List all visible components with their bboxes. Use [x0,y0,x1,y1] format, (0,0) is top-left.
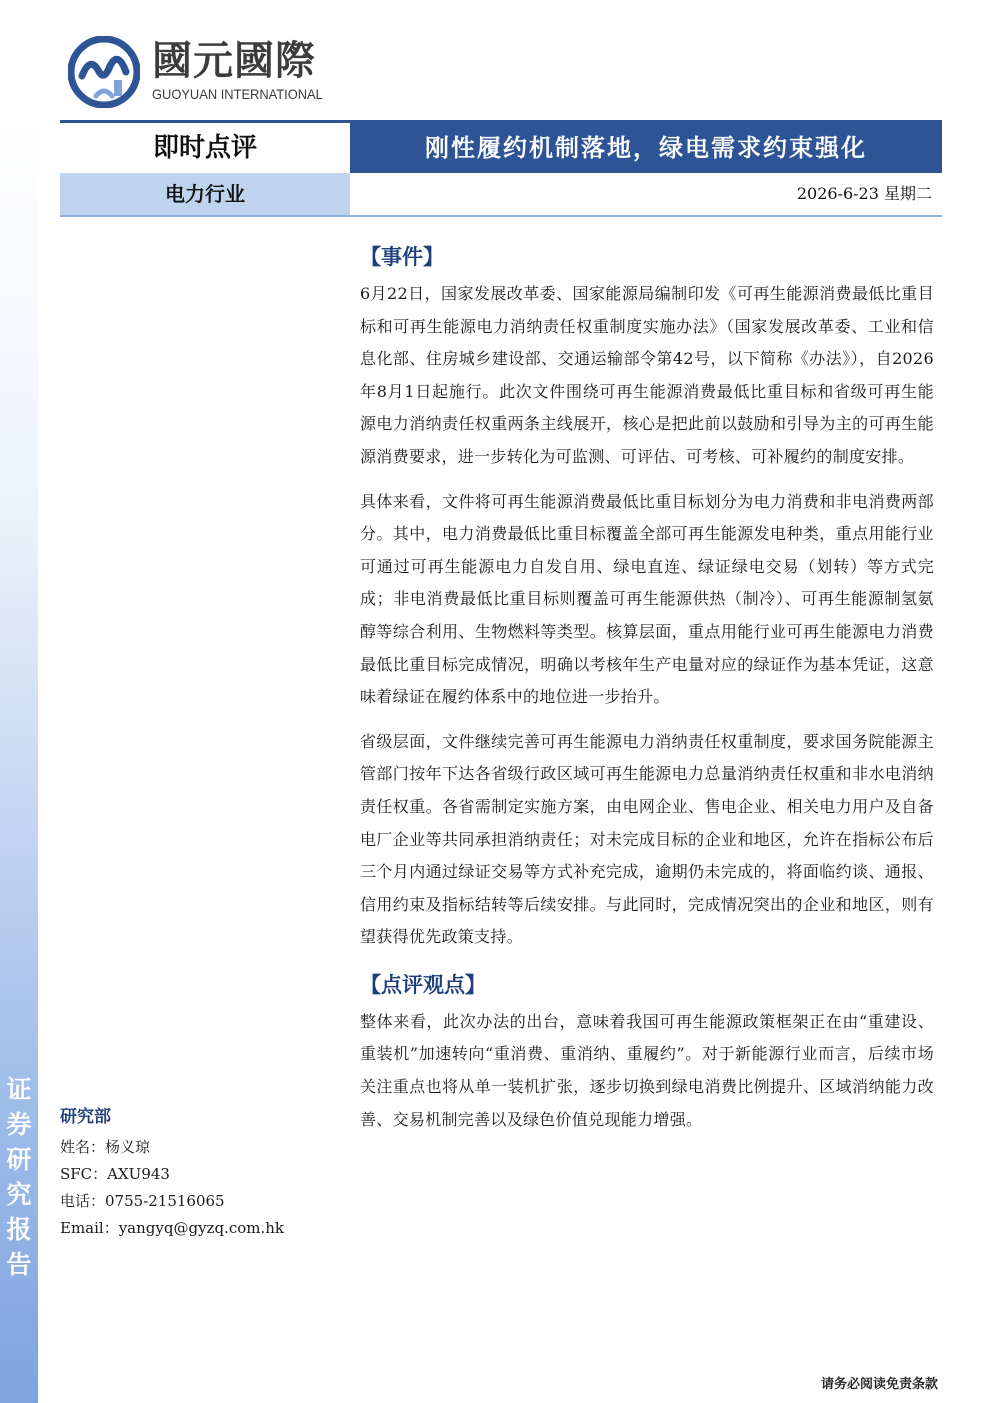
report-title: 刚性履约机制落地，绿电需求约束强化 [350,123,942,173]
disclaimer-note: 请务必阅读免责条款 [820,1377,938,1392]
company-logo [68,36,338,106]
analyst-email[interactable]: Email：yangyq@gyzq.com.hk [60,1219,284,1237]
section-title-commentary: 【点评观点】 [360,972,486,997]
main-content [360,240,934,1148]
side-label [4,1072,34,1282]
header-bottom-rule [60,215,942,217]
paragraph: 具体来看，文件将可再生能源消费最低比重目标划分为电力消费和非电消费两部分。其中，电力消费最低比重目标覆盖全部可再生能源发电种类，重点用能行业可通过可再生能源电力自发自用、绿电直连、绿证绿电交易（划转）等方式完成；非电消费最低比重目标则覆盖可再生能源供热（制冷）、可再生能源制氢氨醇等综合利用、生物燃料等类型。核算层面，重点用能行业可再生能源电力消费最低比重目标完成情况，明确以考核年生产电量对应的绿证作为基本凭证，这意味着绿证在履约体系中的地位进一步抬升。 [360,491,934,707]
logo-chinese-name: 國元國際 [152,38,316,84]
side-label-char: 证 [6,1075,32,1104]
department-name: 研究部 [60,1107,111,1127]
report-date: 2026-6-23 星期二 [350,173,942,215]
logo-english-name: GUOYUAN INTERNATIONAL [152,86,323,102]
section-title-event: 【事件】 [360,245,444,269]
logo-mark-icon [68,36,140,108]
side-label-char: 研 [6,1145,32,1174]
side-label-char: 告 [6,1250,32,1279]
side-label-char: 究 [6,1180,32,1209]
industry-label: 电力行业 [60,173,350,215]
analyst-phone: 电话：0755-21516065 [60,1192,225,1210]
paragraph: 6月22日，国家发展改革委、国家能源局编制印发《可再生能源消费最低比重目标和可再生能源电力消纳责任权重制度实施办法》（国家发展改革委、工业和信息化部、住房城乡建设部、交通运输部令第42号，以下简称《办法》），自2026年8月1日起施行。此次文件围绕可再生能源消费最低比重目标和省级可再生能源电力消纳责任权重两条主线展开，核心是把此前以鼓励和引导为主的可再生能源消费要求，进一步转化为可监测、可评估、可考核、可补履约的制度安排。 [360,284,934,466]
analyst-sfc: SFC：AXU943 [60,1165,170,1183]
analyst-contact [60,1104,320,1242]
report-category: 即时点评 [60,123,350,173]
paragraph: 省级层面，文件继续完善可再生能源电力消纳责任权重制度，要求国务院能源主管部门按年下达各省级行政区域可再生能源电力总量消纳责任权重和非水电消纳责任权重。各省需制定实施方案，由电网企业、售电企业、相关电力用户及自备电厂企业等共同承担消纳责任；对未完成目标的企业和地区，允许在指标公布后三个月内通过绿证交易等方式补充完成，逾期仍未完成的，将面临约谈、通报、信用约束及指标结转等后续安排。与此同时，完成情况突出的企业和地区，则有望获得优先政策支持。 [360,731,934,947]
side-label-char: 报 [6,1215,32,1244]
paragraph: 整体来看，此次办法的出台，意味着我国可再生能源政策框架正在由“重建设、重装机”加速转向“重消费、重消纳、重履约”。对于新能源行业而言，后续市场关注重点也将从单一装机扩张，逐步切换到绿电消费比例提升、区域消纳能力改善、交易机制完善以及绿色价值兑现能力增强。 [360,1011,934,1129]
analyst-name: 姓名：杨义琼 [60,1138,151,1156]
side-label-char: 券 [6,1110,32,1139]
